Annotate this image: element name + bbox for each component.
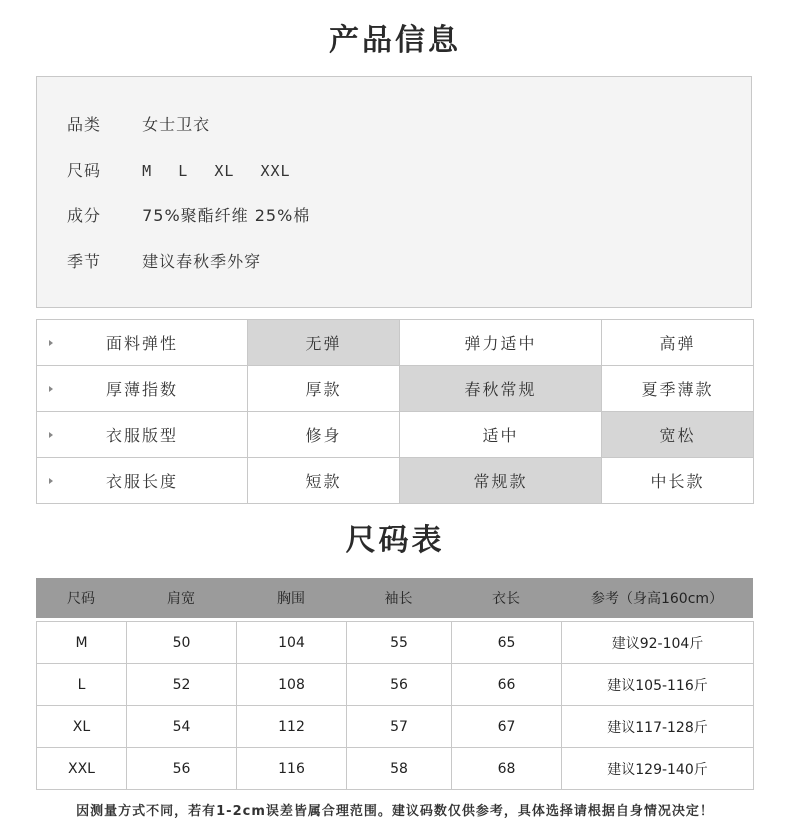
- size-cell: XXL: [37, 748, 127, 790]
- info-key: 尺码: [67, 161, 102, 180]
- size-row: [37, 748, 754, 790]
- attribute-label-text: 厚薄指数: [105, 380, 178, 399]
- size-option: M: [142, 162, 153, 180]
- attribute-row: [37, 458, 754, 504]
- attribute-label-text: 衣服版型: [105, 426, 178, 445]
- attribute-row: [37, 412, 754, 458]
- attribute-option-selected: 宽松: [602, 412, 754, 458]
- measurement-note: 因测量方式不同，若有1-2cm误差皆属合理范围。建议码数仅供参考，具体选择请根据自身情况决定！: [76, 804, 714, 819]
- size-row: [37, 664, 754, 706]
- attribute-option: 夏季薄款: [602, 366, 754, 412]
- attribute-option: 适中: [400, 412, 602, 458]
- size-cell: 52: [127, 664, 237, 706]
- attribute-label: [37, 458, 248, 504]
- attribute-option: 厚款: [248, 366, 400, 412]
- size-cell: M: [37, 622, 127, 664]
- size-row: [37, 622, 754, 664]
- size-cell: L: [37, 664, 127, 706]
- info-value: 75%聚酯纤维 25%棉: [142, 206, 311, 225]
- size-cell: 建议105-116斤: [562, 664, 754, 706]
- size-cell: 建议92-104斤: [562, 622, 754, 664]
- attribute-label-text: 面料弹性: [105, 334, 178, 353]
- attribute-option: 修身: [248, 412, 400, 458]
- header-cell: 肩宽: [167, 591, 195, 607]
- info-value: 建议春秋季外穿: [142, 252, 262, 271]
- size-cell: XL: [37, 706, 127, 748]
- size-table: [36, 621, 754, 790]
- size-cell: 建议117-128斤: [562, 706, 754, 748]
- size-cell: 68: [452, 748, 562, 790]
- attribute-option-selected: 无弹: [248, 320, 400, 366]
- size-cell: 56: [127, 748, 237, 790]
- size-option: XXL: [260, 162, 291, 180]
- size-cell: 56: [347, 664, 452, 706]
- size-cell: 58: [347, 748, 452, 790]
- size-option: L: [178, 162, 189, 180]
- info-key: 季节: [67, 252, 102, 271]
- size-cell: 54: [127, 706, 237, 748]
- triangle-bullet-icon: [49, 478, 53, 484]
- triangle-bullet-icon: [49, 386, 53, 392]
- header-cell: 胸围: [277, 591, 305, 607]
- attribute-label: [37, 412, 248, 458]
- attribute-row: [37, 320, 754, 366]
- attribute-label: [37, 366, 248, 412]
- info-row-category: [67, 113, 210, 137]
- size-cell: 50: [127, 622, 237, 664]
- size-cell: 108: [237, 664, 347, 706]
- header-cell: 衣长: [492, 591, 520, 607]
- attribute-option: 弹力适中: [400, 320, 602, 366]
- size-cell: 57: [347, 706, 452, 748]
- attribute-option: 短款: [248, 458, 400, 504]
- info-value: 女士卫衣: [142, 115, 211, 134]
- product-info-box: [36, 76, 752, 308]
- size-table-title: 尺码表: [345, 523, 445, 558]
- size-cell: 55: [347, 622, 452, 664]
- attribute-option: 中长款: [602, 458, 754, 504]
- size-cell: 112: [237, 706, 347, 748]
- attribute-option-selected: 春秋常规: [400, 366, 602, 412]
- size-cell: 建议129-140斤: [562, 748, 754, 790]
- info-row-season: [67, 250, 261, 274]
- attribute-label: [37, 320, 248, 366]
- size-list: [142, 159, 311, 183]
- size-table-header: [36, 578, 753, 618]
- attribute-option-selected: 常规款: [400, 458, 602, 504]
- triangle-bullet-icon: [49, 432, 53, 438]
- size-cell: 66: [452, 664, 562, 706]
- size-option: XL: [214, 162, 235, 180]
- size-cell: 116: [237, 748, 347, 790]
- size-cell: 104: [237, 622, 347, 664]
- info-row-size: [67, 159, 311, 183]
- attribute-row: [37, 366, 754, 412]
- info-key: 成分: [67, 206, 102, 225]
- attribute-table: [36, 319, 754, 504]
- attribute-option: 高弹: [602, 320, 754, 366]
- header-cell: 参考（身高160cm）: [590, 591, 724, 607]
- info-key: 品类: [67, 115, 102, 134]
- header-cell: 尺码: [67, 591, 95, 607]
- header-cell: 袖长: [384, 591, 413, 607]
- size-row: [37, 706, 754, 748]
- product-info-title: 产品信息: [329, 23, 461, 58]
- attribute-label-text: 衣服长度: [105, 472, 178, 491]
- size-cell: 67: [452, 706, 562, 748]
- info-row-material: [67, 204, 310, 228]
- triangle-bullet-icon: [49, 340, 53, 346]
- size-cell: 65: [452, 622, 562, 664]
